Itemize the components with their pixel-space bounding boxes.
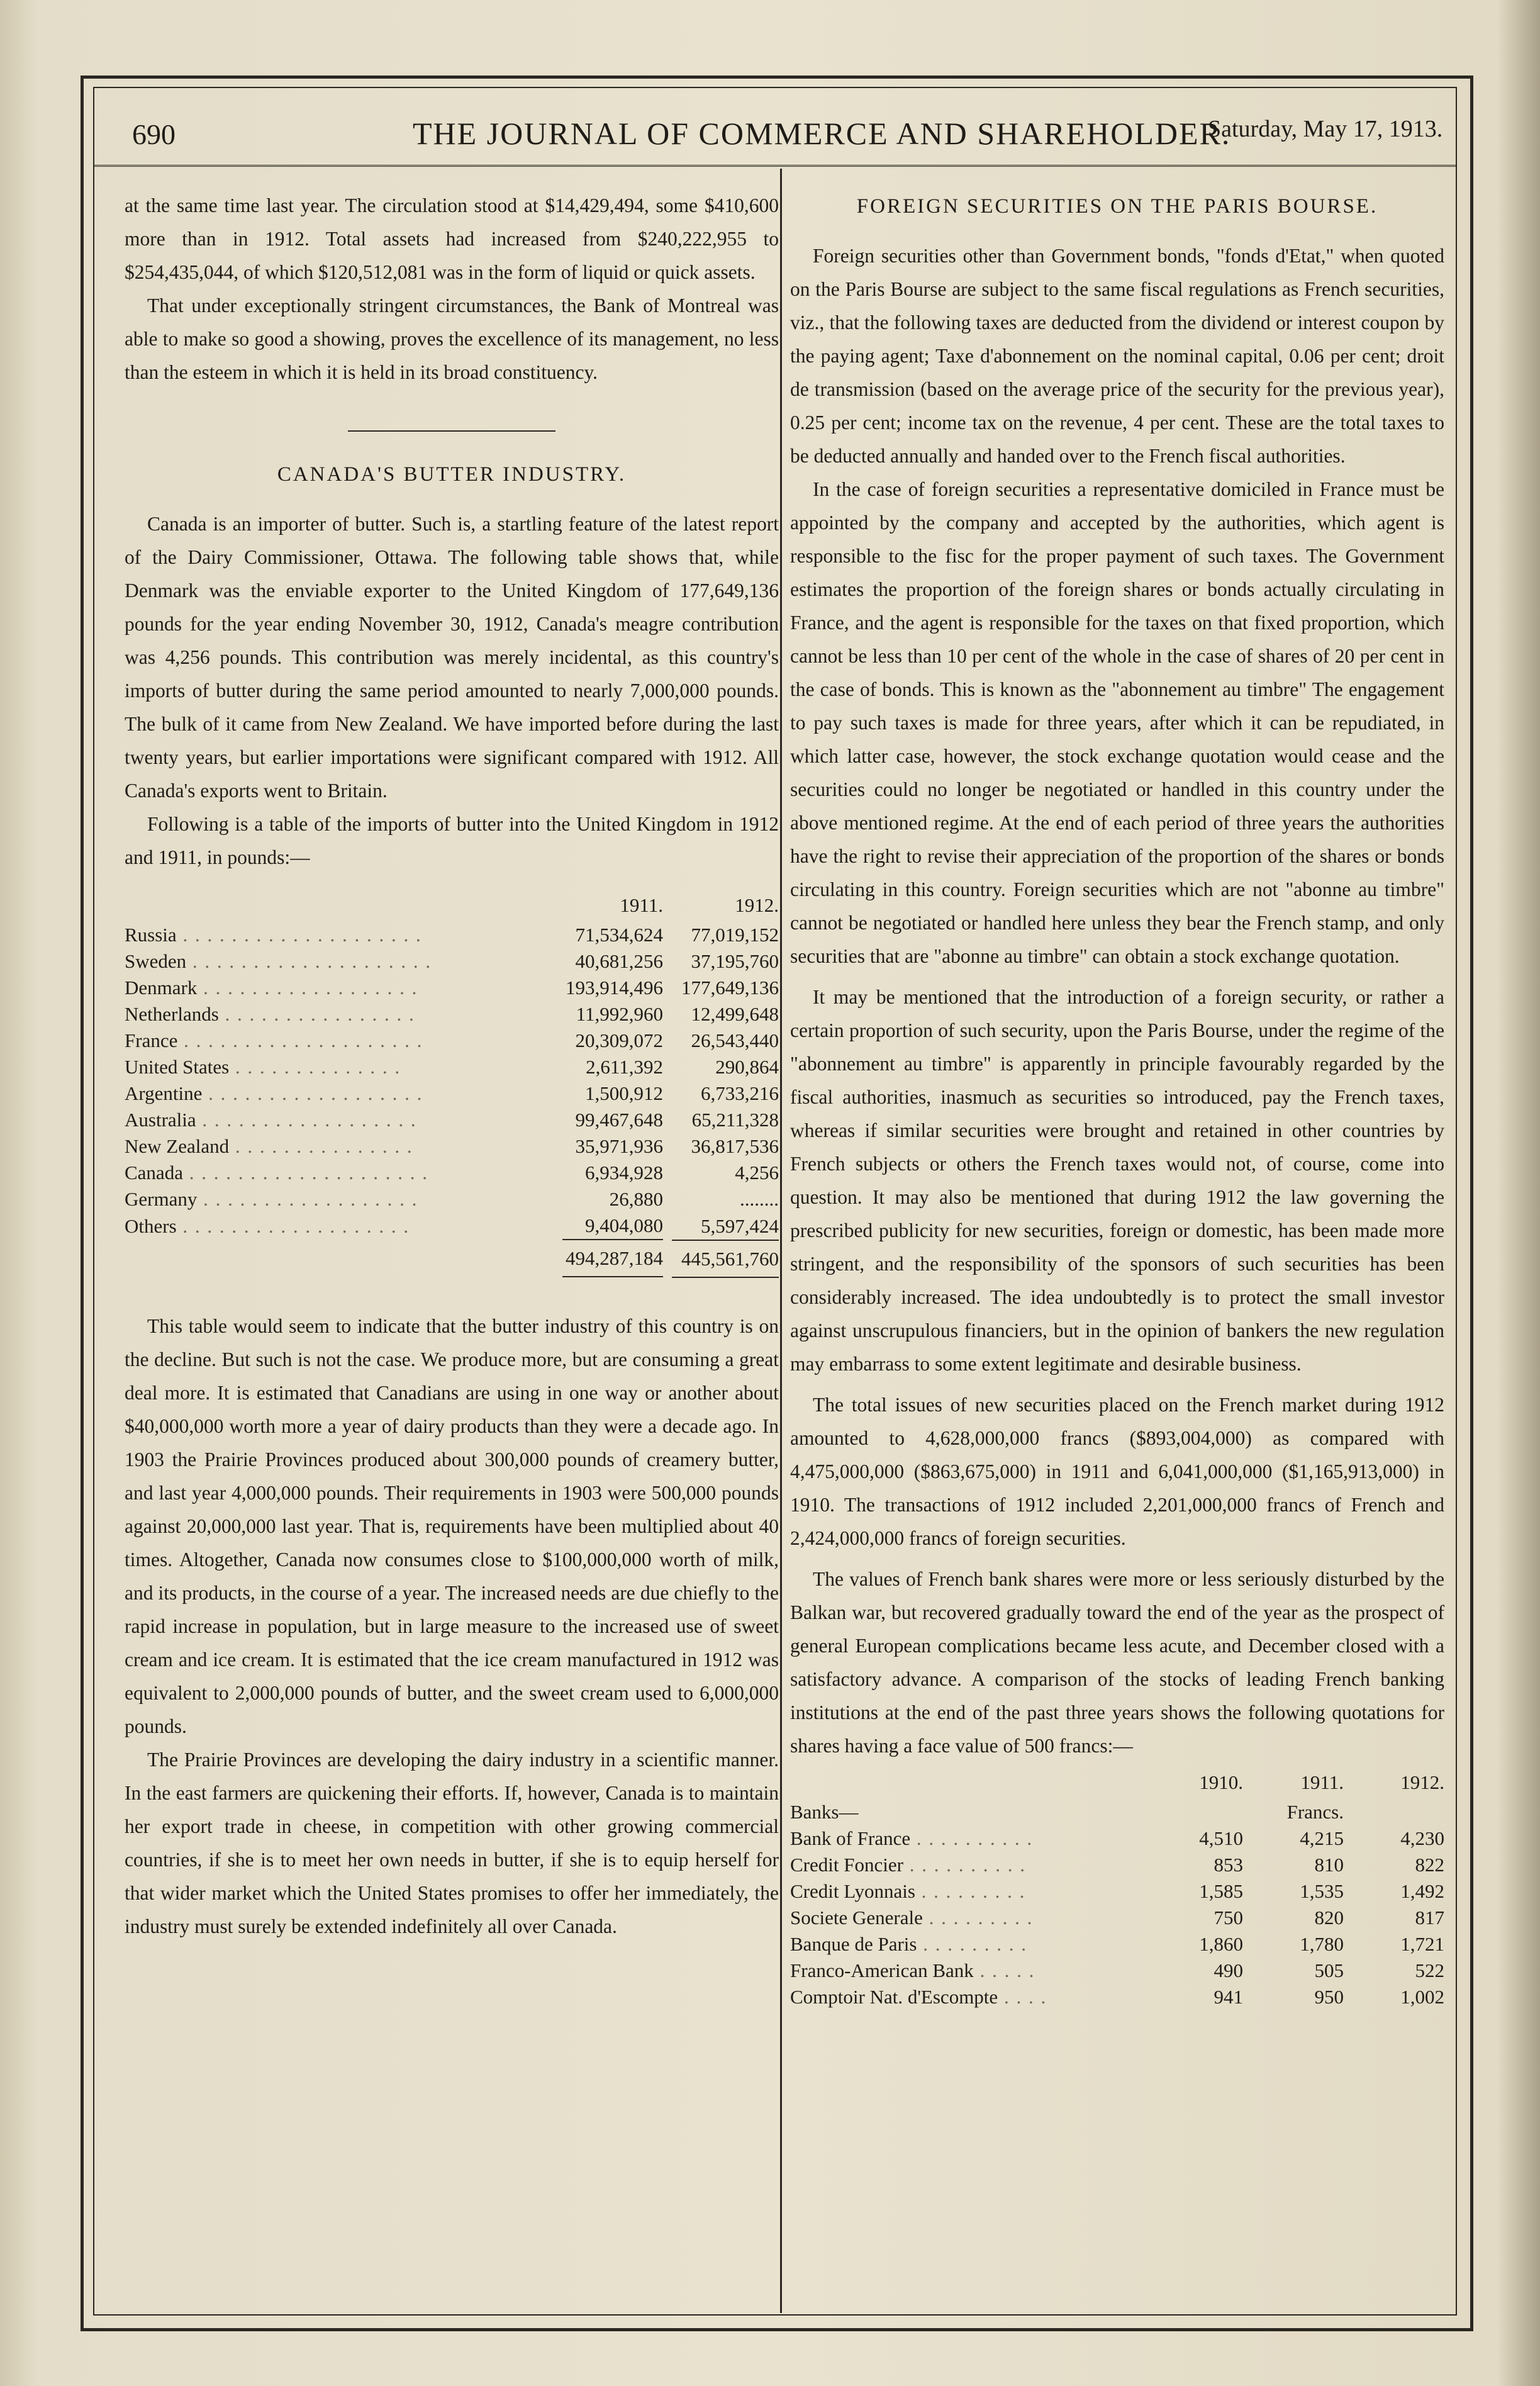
value-1912: ........: [740, 1188, 779, 1210]
butter-paragraph: Canada is an importer of butter. Such is, a startling feature of the latest report of the Dairy Commissioner, Ottawa. The following table shows that, while Denmark was the enviable exporter to the United Kingdom of 177,649,136 pounds for the year ending November 30, 1912, Canada's meagre contribution was 4,256 pounds. This contribution was merely incidental, as this country's imports of butter during the same period amounted to nearly 7,000,000 pounds. The bulk of it came from New Zealand. We have imported before during the last twenty years, but earlier importations were significant compared with 1912. All Canada's exports went to Britain.: [125, 513, 779, 802]
value-1912: 822: [1415, 1854, 1444, 1876]
total-1912: 445,561,760: [681, 1247, 779, 1270]
bank-name: Franco-American Bank: [790, 1959, 974, 1981]
paris-paragraph: In the case of foreign securities a representative domiciled in France must be appointed by the company and accepted by the authorities, which agent is responsible to the fisc for the proper payment of such taxes. The Government estimates the proportion of the foreign shares or bonds actually circulating in France, and the agent is responsible for the taxes on that fixed proportion, which cannot be less than 10 per cent of the whole in the case of shares of 20 per cent in the case of bonds. This is known as the "abonnement au timbre" The engagement to pay such taxes is made for three years, after which it can be repudiated, in which latter case, however, the stock exchange quotation would cease and the securities could no longer be negotiated or handled in this country under the above mentioned regime. At the end of each period of three years the authorities have the right to revise their appreciation of the proportion of the shares or bonds circulating in this country. Foreign securities which are not "abonne au timbre" cannot be negotiated or handled here unless they bear the French stamp, and only securities that are "abonne au timbre" can obtain a stock exchange quotation.: [790, 478, 1444, 967]
column-header-1912: 1912.: [1400, 1771, 1444, 1793]
bank-article-continuation: at the same time last year. The circulation stood at $14,429,494, some $410,600 more than in 1912. Total assets had increased from $240,222,955 to $254,435,044, of which $120,512,081 was in the form of liquid or quick assets.: [125, 194, 779, 283]
table-row: Comptoir Nat. d'Escompte . . . . 941 950 1,002: [790, 1984, 1444, 2010]
value-1911: 950: [1314, 1986, 1344, 2008]
country-name: Sweden: [125, 950, 187, 972]
page-header: [101, 110, 1453, 160]
column-header-1911: 1911.: [620, 894, 663, 916]
value-1911: 810: [1314, 1854, 1344, 1876]
value-1911: 2,611,392: [586, 1056, 663, 1078]
value-1910: 750: [1214, 1907, 1243, 1929]
value-1912: 1,002: [1400, 1986, 1444, 2008]
value-1912: 290,864: [715, 1056, 779, 1078]
value-1911: 1,535: [1300, 1880, 1344, 1902]
value-1911: 20,309,072: [575, 1029, 663, 1051]
value-1911: 1,780: [1300, 1933, 1344, 1955]
totals-row: [125, 1241, 779, 1277]
value-1910: 4,510: [1199, 1827, 1243, 1849]
value-1911: 11,992,960: [576, 1003, 663, 1025]
butter-paragraph: This table would seem to indicate that the butter industry of this country is on the decline. But such is not the case. We produce more, but are consuming a great deal more. It is estimated that Canadians are using in one way or another about $40,000,000 worth more a year of dairy products than they were a decade ago. In 1903 the Prairie Provinces produced about 300,000 pounds of creamery butter, and last year 4,000,000 pounds. Their requirements in 1903 were 500,000 pounds against 20,000,000 last year. That is, requirements have been multiplied about 40 times. Altogether, Canada now consumes close to $100,000,000 worth of milk, and its products, in the course of a year. The increased needs are due chiefly to the rapid increase in population, but in large measure to the increased use of sweet cream and ice cream. It is estimated that the ice cream manufactured in 1912 was equivalent to 2,000,000 pounds of butter, and the sweet cream used to 6,000,000 pounds.: [125, 1315, 779, 1737]
value-1912: 12,499,648: [691, 1003, 779, 1025]
table-row: Credit Foncier . . . . . . . . . . 853 810 822: [790, 1852, 1444, 1878]
column-header-1912: 1912.: [735, 894, 779, 916]
table-row: Argentine . . . . . . . . . . . . . . . . . . 1,500,912 6,733,216: [125, 1080, 779, 1107]
bank-name: Credit Foncier: [790, 1854, 903, 1876]
country-name: Others: [125, 1214, 177, 1237]
left-column: [125, 189, 779, 1943]
unit-label: Francs.: [1286, 1801, 1344, 1823]
country-name: New Zealand: [125, 1135, 230, 1157]
country-name: Germany: [125, 1188, 198, 1210]
country-name: Australia: [125, 1109, 196, 1131]
value-1912: 36,817,536: [691, 1135, 779, 1157]
country-name: France: [125, 1029, 178, 1051]
value-1912: 65,211,328: [691, 1109, 779, 1131]
bank-name: Comptoir Nat. d'Escompte: [790, 1986, 998, 2008]
value-1910: 853: [1214, 1854, 1243, 1876]
bank-shares-table: [790, 1766, 1444, 2010]
value-1911: 71,534,624: [575, 924, 663, 946]
country-name: Denmark: [125, 977, 198, 999]
value-1912: 37,195,760: [691, 950, 779, 972]
column-header-1910: 1910.: [1199, 1771, 1243, 1793]
paris-bourse-heading: FOREIGN SECURITIES ON THE PARIS BOURSE.: [856, 195, 1378, 218]
value-1912: 1,721: [1400, 1933, 1444, 1955]
table-row: United States . . . . . . . . . . . . . . 2,611,392 290,864: [125, 1054, 779, 1080]
table-row: Sweden . . . . . . . . . . . . . . . . . . . . 40,681,256 37,195,760: [125, 948, 779, 975]
bank-name: Credit Lyonnais: [790, 1880, 915, 1902]
table-row: Bank of France . . . . . . . . . . 4,510 4,215 4,230: [790, 1825, 1444, 1852]
paris-paragraph: The values of French bank shares were more or less seriously disturbed by the Balkan war, but recovered gradually toward the end of the year as the prospect of general European complications became less acute, and December closed with a satisfactory advance. A comparison of the stocks of leading French banking institutions at the end of the past three years shows the following quotations for shares having a face value of 500 francs:—: [790, 1568, 1444, 1757]
butter-imports-table: [125, 889, 779, 1278]
table-row: Banque de Paris . . . . . . . . . 1,860 1,780 1,721: [790, 1931, 1444, 1958]
issue-date: Saturday, May 17, 1913.: [1208, 116, 1443, 142]
table-row: Societe Generale . . . . . . . . . 750 820 817: [790, 1905, 1444, 1931]
value-1911: 4,215: [1300, 1827, 1344, 1849]
butter-paragraph: Following is a table of the imports of butter into the United Kingdom in 1912 and 1911, in pounds:—: [125, 813, 779, 868]
right-column: [790, 189, 1444, 2010]
bank-article-paragraph: That under exceptionally stringent circumstances, the Bank of Montreal was able to make so good a showing, proves the excellence of its management, no less than the esteem in which it is held in its broad constituency.: [125, 294, 779, 383]
group-label: Banks—: [790, 1801, 859, 1823]
value-1911: 40,681,256: [575, 950, 663, 972]
paris-paragraph: It may be mentioned that the introduction of a foreign security, or rather a certain proportion of such security, upon the Paris Bourse, under the regime of the "abonnement au timbre" is apparently in principle favourably regarded by the fiscal authorities, inasmuch as securities so introduced, pay the French taxes, whereas if similar securities were brought and retained in other countries by French subjects or others the French taxes would not, of course, come into question. It may also be mentioned that during 1912 the law governing the prescribed publicity for new securities, foreign or domestic, has been made more stringent, and the responsibility of the sponsors of such securities has been considerably increased. The idea undoubtedly is to protect the small investor against unscrupulous financiers, but in the opinion of bankers the new regulation may embarrass to some extent legitimate and desirable business.: [790, 986, 1444, 1375]
table-row: Australia . . . . . . . . . . . . . . . . . . 99,467,648 65,211,328: [125, 1107, 779, 1133]
value-1912: 817: [1415, 1907, 1444, 1929]
value-1912: 77,019,152: [691, 924, 779, 946]
table-row: Netherlands . . . . . . . . . . . . . . . . 11,992,960 12,499,648: [125, 1001, 779, 1028]
paris-paragraph: Foreign securities other than Government bonds, "fonds d'Etat," when quoted on the Paris Bourse are subject to the same fiscal regulations as French securities, viz., that the following taxes are deducted from the dividend or interest coupon by the paying agent; Taxe d'abonnement on the nominal capital, 0.06 per cent; droit de transmission (based on the average price of the security for the previous year), 0.25 per cent; income tax on the revenue, 4 per cent. These are the total taxes to be deducted annually and handed over to the French fiscal authorities.: [790, 245, 1444, 467]
value-1911: 9,404,080: [585, 1214, 663, 1236]
bank-name: Banque de Paris: [790, 1933, 917, 1955]
country-name: Canada: [125, 1162, 183, 1184]
table-row: Franco-American Bank . . . . . 490 505 522: [790, 1958, 1444, 1984]
value-1911: 193,914,496: [566, 977, 663, 999]
value-1912: 4,256: [735, 1162, 779, 1184]
butter-heading: CANADA'S BUTTER INDUSTRY.: [277, 463, 627, 486]
value-1911: 505: [1314, 1959, 1344, 1981]
table-row: France . . . . . . . . . . . . . . . . . . . . 20,309,072 26,543,440: [125, 1028, 779, 1054]
country-name: United States: [125, 1056, 230, 1078]
value-1911: 99,467,648: [575, 1109, 663, 1131]
value-1911: 35,971,936: [575, 1135, 663, 1157]
table-row: Others . . . . . . . . . . . . . . . . . . . 9,404,080 5,597,424: [125, 1213, 779, 1240]
page-number: 690: [132, 118, 176, 150]
column-divider: [780, 169, 782, 2313]
table-row: Germany . . . . . . . . . . . . . . . . . . 26,880 ........: [125, 1186, 779, 1213]
table-row: New Zealand . . . . . . . . . . . . . . . 35,971,936 36,817,536: [125, 1133, 779, 1160]
value-1912: 522: [1415, 1959, 1444, 1981]
bank-name: Bank of France: [790, 1827, 911, 1849]
value-1912: 26,543,440: [691, 1029, 779, 1051]
country-name: Argentine: [125, 1082, 203, 1104]
butter-paragraph: The Prairie Provinces are developing the dairy industry in a scientific manner. In the east farmers are quickening their efforts. If, however, Canada is to maintain her export trade in cheese, in competition with other growing commercial countries, if she is to meet her own needs in butter, if she is to equip herself for that wider market which the United States promises to offer her immediately, the industry must surely be extended indefinitely all over Canada.: [125, 1749, 779, 1937]
country-name: Russia: [125, 924, 177, 946]
table-row: Canada . . . . . . . . . . . . . . . . . . . . 6,934,928 4,256: [125, 1160, 779, 1186]
value-1911: 26,880: [609, 1188, 663, 1210]
country-name: Netherlands: [125, 1003, 219, 1025]
table-row: Credit Lyonnais . . . . . . . . . 1,585 1,535 1,492: [790, 1878, 1444, 1905]
value-1912: 177,649,136: [681, 977, 779, 999]
bank-name: Societe Generale: [790, 1907, 923, 1929]
value-1912: 5,597,424: [701, 1214, 779, 1237]
table-row: Denmark . . . . . . . . . . . . . . . . . . 193,914,496 177,649,136: [125, 975, 779, 1001]
table-row: Russia . . . . . . . . . . . . . . . . . . . . 71,534,624 77,019,152: [125, 922, 779, 948]
journal-title: THE JOURNAL OF COMMERCE AND SHAREHOLDER.: [413, 116, 1231, 151]
value-1912: 1,492: [1400, 1880, 1444, 1902]
value-1910: 1,585: [1199, 1880, 1243, 1902]
value-1911: 1,500,912: [585, 1082, 663, 1104]
header-rule: [93, 165, 1456, 167]
value-1911: 820: [1314, 1907, 1344, 1929]
value-1911: 6,934,928: [585, 1162, 663, 1184]
column-header-1911: 1911.: [1300, 1771, 1344, 1793]
value-1910: 490: [1214, 1959, 1243, 1981]
value-1910: 941: [1214, 1986, 1243, 2008]
value-1910: 1,860: [1199, 1933, 1243, 1955]
value-1912: 4,230: [1400, 1827, 1444, 1849]
paris-paragraph: The total issues of new securities placed on the French market during 1912 amounted to 4,628,000,000 francs ($893,004,000) as compared with 4,475,000,000 ($863,675,000) in 1911 and 6,041,000,000 ($1,165,913,000) in 1910. The transactions of 1912 included 2,201,000,000 francs of French and 2,424,000,000 francs of foreign securities.: [790, 1394, 1444, 1549]
value-1912: 6,733,216: [701, 1082, 779, 1104]
total-1911: 494,287,184: [566, 1247, 663, 1269]
